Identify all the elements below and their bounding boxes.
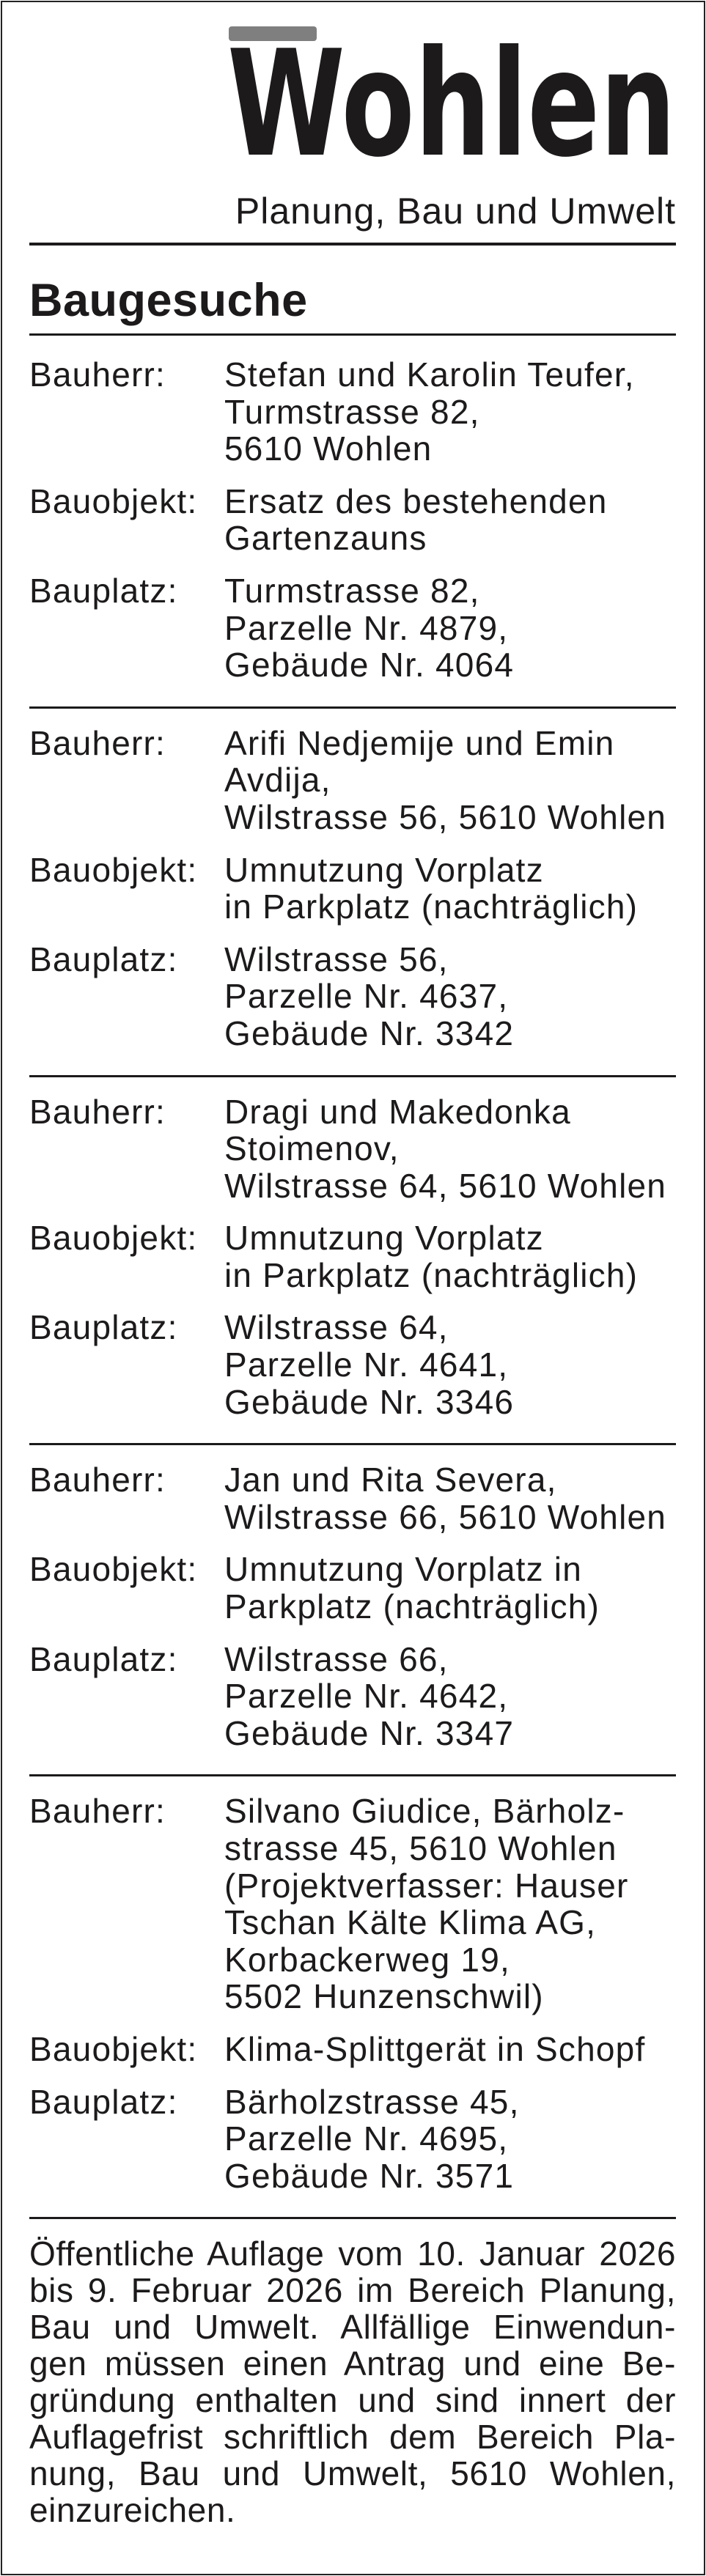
field-bauplatz <box>29 1641 676 1752</box>
entry-divider <box>29 1774 676 1776</box>
application-entry <box>29 356 676 684</box>
notice-line: Auflagefrist schriftlich dem Bereich Pla- <box>29 2418 676 2457</box>
field-value <box>224 941 514 1052</box>
value-line: 5610 Wohlen <box>224 429 433 468</box>
value-line: Stefan und Karolin Teufer, <box>224 355 635 394</box>
notice-line: einzureichen. <box>29 2491 236 2530</box>
value-line: Parzelle Nr. 4642, <box>224 1677 509 1716</box>
field-value <box>224 1793 629 2015</box>
value-line: Wilstrasse 66, <box>224 1639 449 1678</box>
field-value <box>224 1551 600 1625</box>
field-label: Bauobjekt: <box>29 1219 198 1258</box>
field-label: Bauherr: <box>29 1461 166 1499</box>
value-line: Gebäude Nr. 3342 <box>224 1014 515 1052</box>
field-bauobjekt <box>29 1551 676 1625</box>
entry-divider <box>29 706 676 709</box>
field-label: Bauplatz: <box>29 1639 178 1678</box>
field-bauherr <box>29 1093 676 1205</box>
field-bauherr <box>29 356 676 468</box>
value-line: Umnutzung Vorplatz <box>224 850 544 889</box>
field-bauplatz <box>29 941 676 1052</box>
field-bauherr <box>29 1793 676 2015</box>
value-line: Silvano Giudice, Bärholz- <box>224 1792 625 1831</box>
field-value <box>224 1219 638 1293</box>
value-line: Korbackerweg 19, <box>224 1940 510 1979</box>
value-line: Wilstrasse 64, <box>224 1308 449 1347</box>
page-title: Baugesuche <box>29 275 308 326</box>
value-line: Parkplatz (nachträglich) <box>224 1587 600 1626</box>
field-bauherr <box>29 1461 676 1535</box>
value-line: Avdija, <box>224 761 331 800</box>
value-line: Parzelle Nr. 4879, <box>224 608 509 647</box>
entry-divider <box>29 2217 676 2219</box>
public-notice <box>29 2235 676 2528</box>
title-divider <box>29 333 676 336</box>
notice-line: bis 9. Februar 2026 im Bereich Planung, <box>29 2271 676 2310</box>
header-divider <box>29 243 676 246</box>
value-line: Jan und Rita Severa, <box>224 1461 557 1499</box>
value-line: Umnutzung Vorplatz <box>224 1219 544 1258</box>
field-label: Bauherr: <box>29 1792 166 1831</box>
value-line: in Parkplatz (nachträglich) <box>224 887 639 926</box>
field-bauherr <box>29 725 676 836</box>
field-value <box>224 852 638 926</box>
value-line: (Projektverfasser: Hauser <box>224 1866 629 1905</box>
wohlen-logo <box>220 21 682 167</box>
value-line: Wilstrasse 66, 5610 Wohlen <box>224 1497 667 1536</box>
value-line: Bärholzstrasse 45, <box>224 2082 520 2121</box>
notice-line: Bau und Umwelt. Allfällige Einwendun- <box>29 2308 676 2347</box>
field-value <box>224 483 608 557</box>
field-bauobjekt <box>29 1219 676 1293</box>
field-value <box>224 2031 645 2068</box>
field-label: Bauplatz: <box>29 571 178 610</box>
field-value <box>224 356 635 468</box>
field-value <box>224 1641 514 1752</box>
entry-divider <box>29 1443 676 1445</box>
field-label: Bauherr: <box>29 355 166 394</box>
field-label: Bauherr: <box>29 1092 166 1131</box>
value-line: Parzelle Nr. 4641, <box>224 1346 509 1384</box>
value-line: Klima-Splittgerät in Schopf <box>224 2029 646 2068</box>
value-line: 5502 Hunzenschwil) <box>224 1977 544 2016</box>
value-line: Ersatz des bestehenden <box>224 481 608 520</box>
value-line: in Parkplatz (nachträglich) <box>224 1255 639 1294</box>
notice-line: Öffentliche Auflage vom 10. Januar 2026 <box>29 2234 676 2273</box>
value-line: Gebäude Nr. 3571 <box>224 2156 515 2195</box>
value-line: Wilstrasse 56, 5610 Wohlen <box>224 797 667 836</box>
value-line: strasse 45, 5610 Wohlen <box>224 1829 617 1867</box>
value-line: Gartenzauns <box>224 519 427 558</box>
department-name: Planung, Bau und Umwelt <box>235 191 676 232</box>
value-line: Wilstrasse 64, 5610 Wohlen <box>224 1166 667 1205</box>
field-value <box>224 1309 514 1420</box>
application-entry <box>29 725 676 1052</box>
field-bauplatz <box>29 2084 676 2195</box>
value-line: Parzelle Nr. 4637, <box>224 977 509 1016</box>
field-label: Bauobjekt: <box>29 2029 198 2068</box>
field-label: Bauobjekt: <box>29 850 198 889</box>
field-label: Bauplatz: <box>29 940 178 978</box>
value-line: Dragi und Makedonka <box>224 1092 571 1131</box>
notice-line: gründung enthalten und sind innert der <box>29 2381 676 2420</box>
value-line: Tschan Kälte Klima AG, <box>224 1903 597 1942</box>
value-line: Turmstrasse 82, <box>224 571 480 610</box>
value-line: Gebäude Nr. 4064 <box>224 646 515 684</box>
field-label: Bauplatz: <box>29 2082 178 2121</box>
field-bauobjekt <box>29 483 676 557</box>
notice-line: gen müssen einen Antrag und eine Be- <box>29 2344 676 2383</box>
field-label: Bauplatz: <box>29 1308 178 1347</box>
applications-list <box>29 356 676 2528</box>
field-bauobjekt <box>29 2031 676 2068</box>
field-value <box>224 1461 666 1535</box>
field-label: Bauobjekt: <box>29 481 198 520</box>
field-value <box>224 1093 666 1205</box>
field-value <box>224 725 666 836</box>
value-line: Stoimenov, <box>224 1129 400 1168</box>
field-bauplatz <box>29 1309 676 1420</box>
application-entry <box>29 1793 676 2194</box>
field-value <box>224 2084 520 2195</box>
value-line: Umnutzung Vorplatz in <box>224 1550 583 1589</box>
entry-divider <box>29 1075 676 1077</box>
application-entry <box>29 1461 676 1752</box>
field-label: Bauobjekt: <box>29 1550 198 1589</box>
value-line: Arifi Nedjemije und Emin <box>224 723 615 762</box>
application-entry <box>29 1093 676 1421</box>
value-line: Turmstrasse 82, <box>224 392 480 431</box>
value-line: Gebäude Nr. 3346 <box>224 1382 515 1421</box>
field-bauobjekt <box>29 852 676 926</box>
value-line: Parzelle Nr. 4695, <box>224 2119 509 2158</box>
field-value <box>224 572 514 684</box>
notice-line: nung, Bau und Umwelt, 5610 Wohlen, <box>29 2454 676 2493</box>
logo-wordmark: Wohlen <box>227 21 676 167</box>
value-line: Gebäude Nr. 3347 <box>224 1713 515 1752</box>
value-line: Wilstrasse 56, <box>224 940 449 978</box>
field-label: Bauherr: <box>29 723 166 762</box>
field-bauplatz <box>29 572 676 684</box>
